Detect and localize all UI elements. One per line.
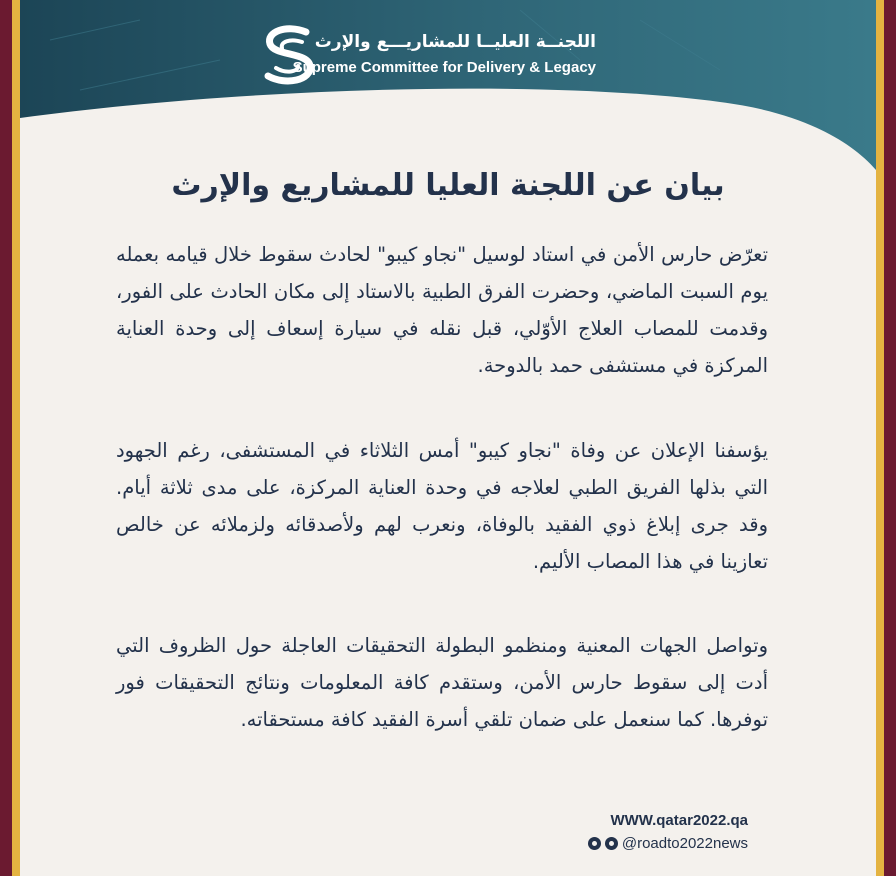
paragraph-1: تعرّض حارس الأمن في استاد لوسيل "نجاو كيبو" لحادث سقوط خلال قيامه بعمله يوم السبت الماضي، وحضرت الفرق الطبية بالاستاد إلى مكان الحادث على الفور، وقدمت للمصاب العلاج الأوّلي، قبل نقله في سيارة إسعاف إلى وحدة العناية المركزة في مستشفى حمد بالدوحة.	[116, 243, 768, 377]
social-handle[interactable]: @roadto2022news	[621, 835, 748, 852]
footer	[588, 812, 748, 852]
instagram-icon	[605, 837, 618, 850]
twitter-icon	[588, 837, 601, 850]
statement-card	[12, 0, 884, 876]
statement-content	[20, 0, 876, 876]
org-name-arabic: اللجنــة العليــا للمشاريـــع والإرث	[314, 32, 596, 52]
website-link[interactable]: WWW.qatar2022.qa	[610, 812, 748, 829]
paragraph-3: وتواصل الجهات المعنية ومنظمو البطولة التحقيقات العاجلة حول الظروف التي أدت إلى سقوط حارس الأمن، وستقدم كافة المعلومات ونتائج التحقيقات فور توفرها. كما سنعمل على ضمان تلقي أسرة الفقيد كافة مستحقاته.	[116, 634, 768, 731]
paragraph-2: يؤسفنا الإعلان عن وفاة "نجاو كيبو" أمس الثلاثاء في المستشفى، رغم الجهود التي بذلها الفريق الطبي لعلاجه في وحدة العناية المركزة، على مدى ثلاثة أيام. وقد جرى إبلاغ ذوي الفقيد بالوفاة، ونعرب لهم ولأصدقائه ولزملائه عن خالص تعازينا في هذا المصاب الأليم.	[116, 439, 768, 573]
social-handle-row	[588, 835, 748, 852]
statement-title: بيان عن اللجنة العليا للمشاريع والإرث	[171, 168, 725, 203]
org-name-english: Supreme Committee for Delivery & Legacy	[292, 59, 596, 76]
